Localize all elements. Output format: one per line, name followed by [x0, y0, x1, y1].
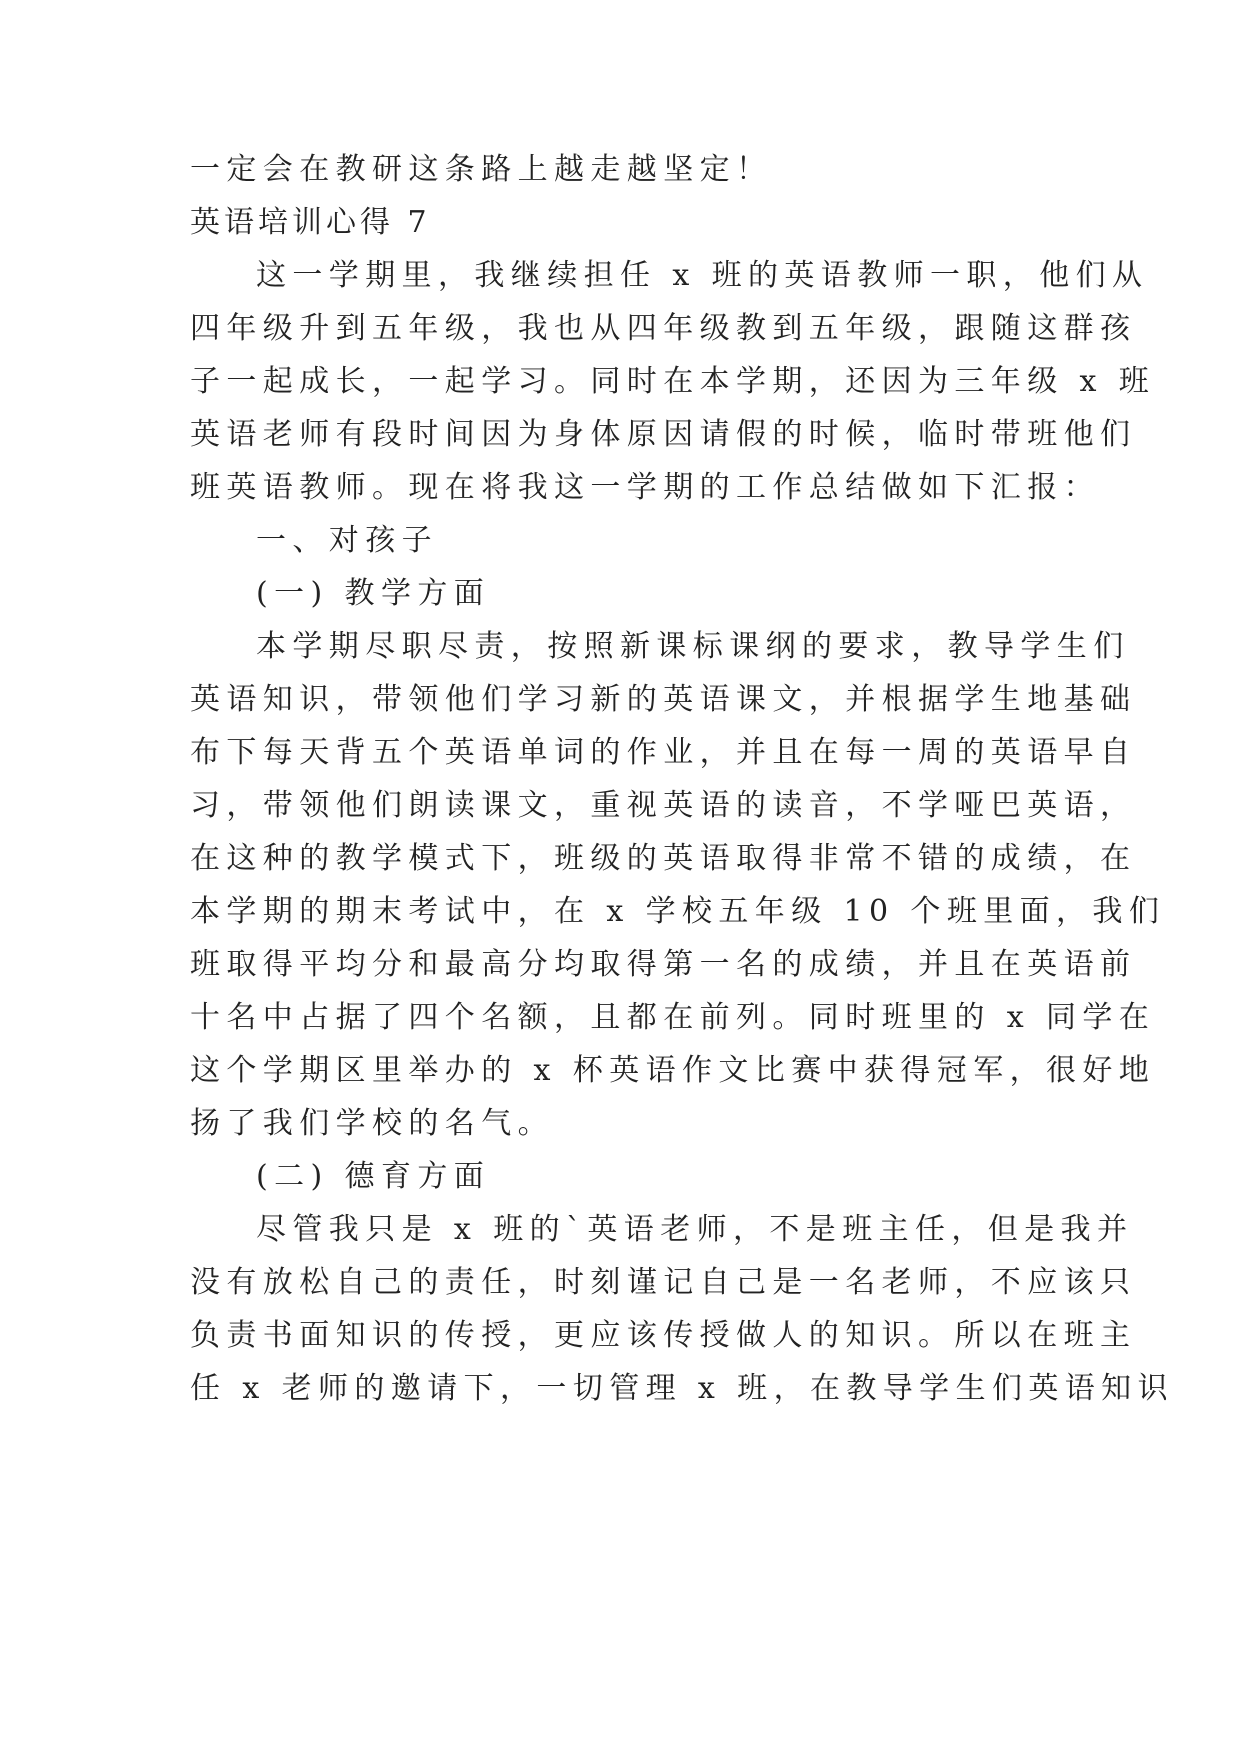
- paragraph-line: 这个学期区里举办的 x 杯英语作文比赛中获得冠军，很好地: [190, 1053, 1156, 1088]
- text-line: 一定会在教研这条路上越走越坚定！: [190, 152, 773, 187]
- paragraph-line: 这一学期里，我继续担任 x 班的英语教师一职，他们从: [256, 258, 1149, 293]
- subheading: (二) 德育方面: [256, 1159, 491, 1194]
- section-heading: 英语培训心得 7: [190, 205, 431, 240]
- paragraph-line: 英语老师有段时间因为身体原因请假的时候，临时带班他们: [190, 417, 1137, 452]
- paragraph-line: 在这种的教学模式下，班级的英语取得非常不错的成绩，在: [190, 841, 1137, 876]
- paragraph-line: 尽管我只是 x 班的`英语老师，不是班主任，但是我并: [256, 1212, 1134, 1247]
- paragraph-line: 负责书面知识的传授，更应该传授做人的知识。所以在班主: [190, 1318, 1137, 1353]
- paragraph-line: 本学期的期末考试中，在 x 学校五年级 10 个班里面，我们: [190, 894, 1166, 929]
- paragraph-line: 十名中占据了四个名额，且都在前列。同时班里的 x 同学在: [190, 1000, 1156, 1035]
- paragraph-line: 习，带领他们朗读课文，重视英语的读音，不学哑巴英语，: [190, 788, 1137, 823]
- paragraph-line: 扬了我们学校的名气。: [190, 1106, 554, 1141]
- paragraph-line: 班英语教师。现在将我这一学期的工作总结做如下汇报：: [190, 470, 1100, 505]
- subheading: (一) 教学方面: [256, 576, 491, 611]
- subheading: 一、对孩子: [256, 523, 438, 558]
- paragraph-line: 英语知识，带领他们学习新的英语课文，并根据学生地基础: [190, 682, 1137, 717]
- paragraph-line: 没有放松自己的责任，时刻谨记自己是一名老师，不应该只: [190, 1265, 1137, 1300]
- paragraph-line: 四年级升到五年级，我也从四年级教到五年级，跟随这群孩: [190, 311, 1137, 346]
- paragraph-line: 班取得平均分和最高分均取得第一名的成绩，并且在英语前: [190, 947, 1137, 982]
- paragraph-line: 子一起成长，一起学习。同时在本学期，还因为三年级 x 班: [190, 364, 1156, 399]
- paragraph-line: 布下每天背五个英语单词的作业，并且在每一周的英语早自: [190, 735, 1137, 770]
- paragraph-line: 任 x 老师的邀请下，一切管理 x 班，在教导学生们英语知识: [190, 1371, 1174, 1406]
- paragraph-line: 本学期尽职尽责，按照新课标课纲的要求，教导学生们: [256, 629, 1130, 664]
